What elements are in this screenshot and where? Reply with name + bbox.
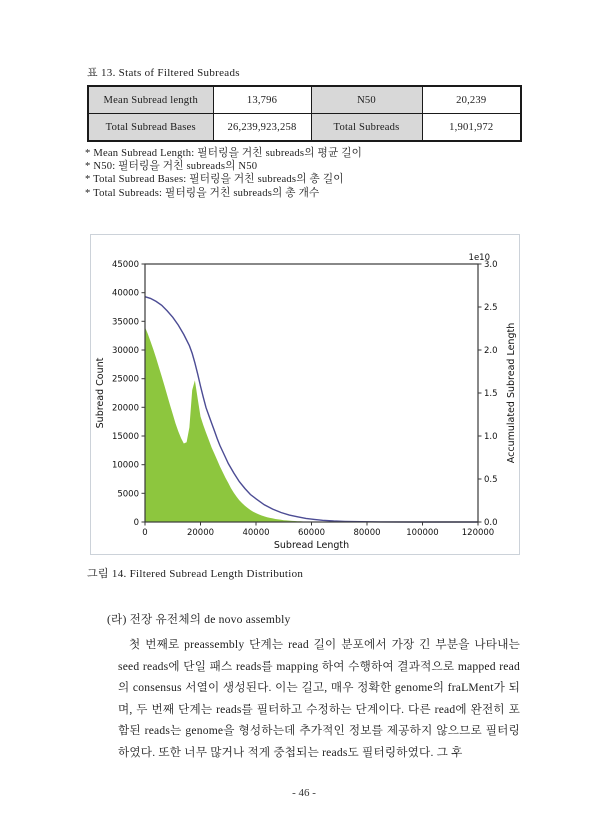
footnote-list [85,147,362,200]
stat-label-total-subreads: Total Subreads [311,114,422,142]
table-row [88,86,521,114]
section-heading: (라) 전장 유전체의 de novo assembly [107,613,291,626]
footnote-line: * N50: 필터링을 거친 subreads의 N50 [85,161,258,173]
left-tick-label: 0 [133,518,139,528]
right-tick-label: 0.5 [484,475,498,485]
x-tick-label: 80000 [353,528,381,538]
left-tick-label: 10000 [111,460,139,471]
table-caption: 표 13. Stats of Filtered Subreads [87,67,240,79]
right-tick-label: 1.0 [484,432,498,442]
left-tick-label: 30000 [111,346,139,356]
right-tick-label: 0.0 [484,518,498,528]
table-row [88,114,521,142]
stat-label-total-subread-bases: Total Subread Bases [88,114,213,142]
left-tick-label: 15000 [111,432,139,442]
stat-value-total-subreads: 1,901,972 [422,114,521,142]
x-tick-label: 100000 [406,528,439,538]
right-tick-label: 3.0 [484,260,498,270]
stats-table [87,85,522,142]
chart-svg [91,235,519,554]
footnote-line: * Total Subreads: 필터링을 거친 subreads의 총 개수 [85,187,320,199]
left-tick-label: 25000 [111,374,139,385]
body-paragraph: 첫 번째로 preassembly 단계는 read 길이 분포에서 가장 긴 부분을 나타내는 seed reads에 단일 패스 reads를 mapping 하여 수행하여 결과적으로 mapped read의 consensus 서열이 생성된다. 이는 길고, 매우 정확한 genome의 fraLMent가 되며, 두 번째 단계는 reads를 필터하고 수정하는 단계이다. 다른 read에 완전히 포함된 reads는 genome을 형성하는데 추가적인 정보를 제공하지 않으므로 필터링하였다. 또한 너무 많거나 적게 중첩되는 reads도 필터링하였다. 그 후 [118,638,520,759]
left-tick-label: 5000 [117,489,139,500]
x-tick-label: 120000 [461,528,495,538]
x-tick-label: 20000 [186,528,215,538]
right-axis-exponent: 1e10 [468,253,490,263]
left-tick-label: 40000 [111,288,139,299]
stat-value-n50: 20,239 [422,86,521,114]
right-tick-label: 1.5 [484,389,498,399]
histogram-area [145,327,331,522]
left-tick-label: 35000 [111,317,139,328]
left-tick-label: 20000 [111,403,139,414]
stat-label-n50: N50 [311,86,422,114]
x-tick-label: 0 [142,528,148,538]
stat-value-total-subread-bases: 26,239,923,258 [213,114,311,142]
stat-value-mean-subread-length: 13,796 [213,86,311,114]
y-axis-label-left: Subread Count [95,357,106,429]
stat-label-mean-subread-length: Mean Subread length [88,86,213,114]
left-tick-label: 45000 [111,260,139,270]
footnote-line: * Mean Subread Length: 필터링을 거친 subreads의 평균 길이 [85,148,363,159]
figure-box [90,234,520,555]
x-axis-label: Subread Length [273,540,350,551]
right-tick-label: 2.5 [484,303,498,313]
right-tick-label: 2.0 [484,346,498,356]
page-number: - 46 - [292,787,316,799]
y-axis-label-right: Accumulated Subread Length [506,322,517,464]
figure-caption: 그림 14. Filtered Subread Length Distribution [87,568,304,580]
x-tick-label: 40000 [242,528,270,538]
x-tick-label: 60000 [297,528,326,538]
footnote-line: * Total Subread Bases: 필터링을 거친 subreads의 총 길이 [85,174,344,186]
